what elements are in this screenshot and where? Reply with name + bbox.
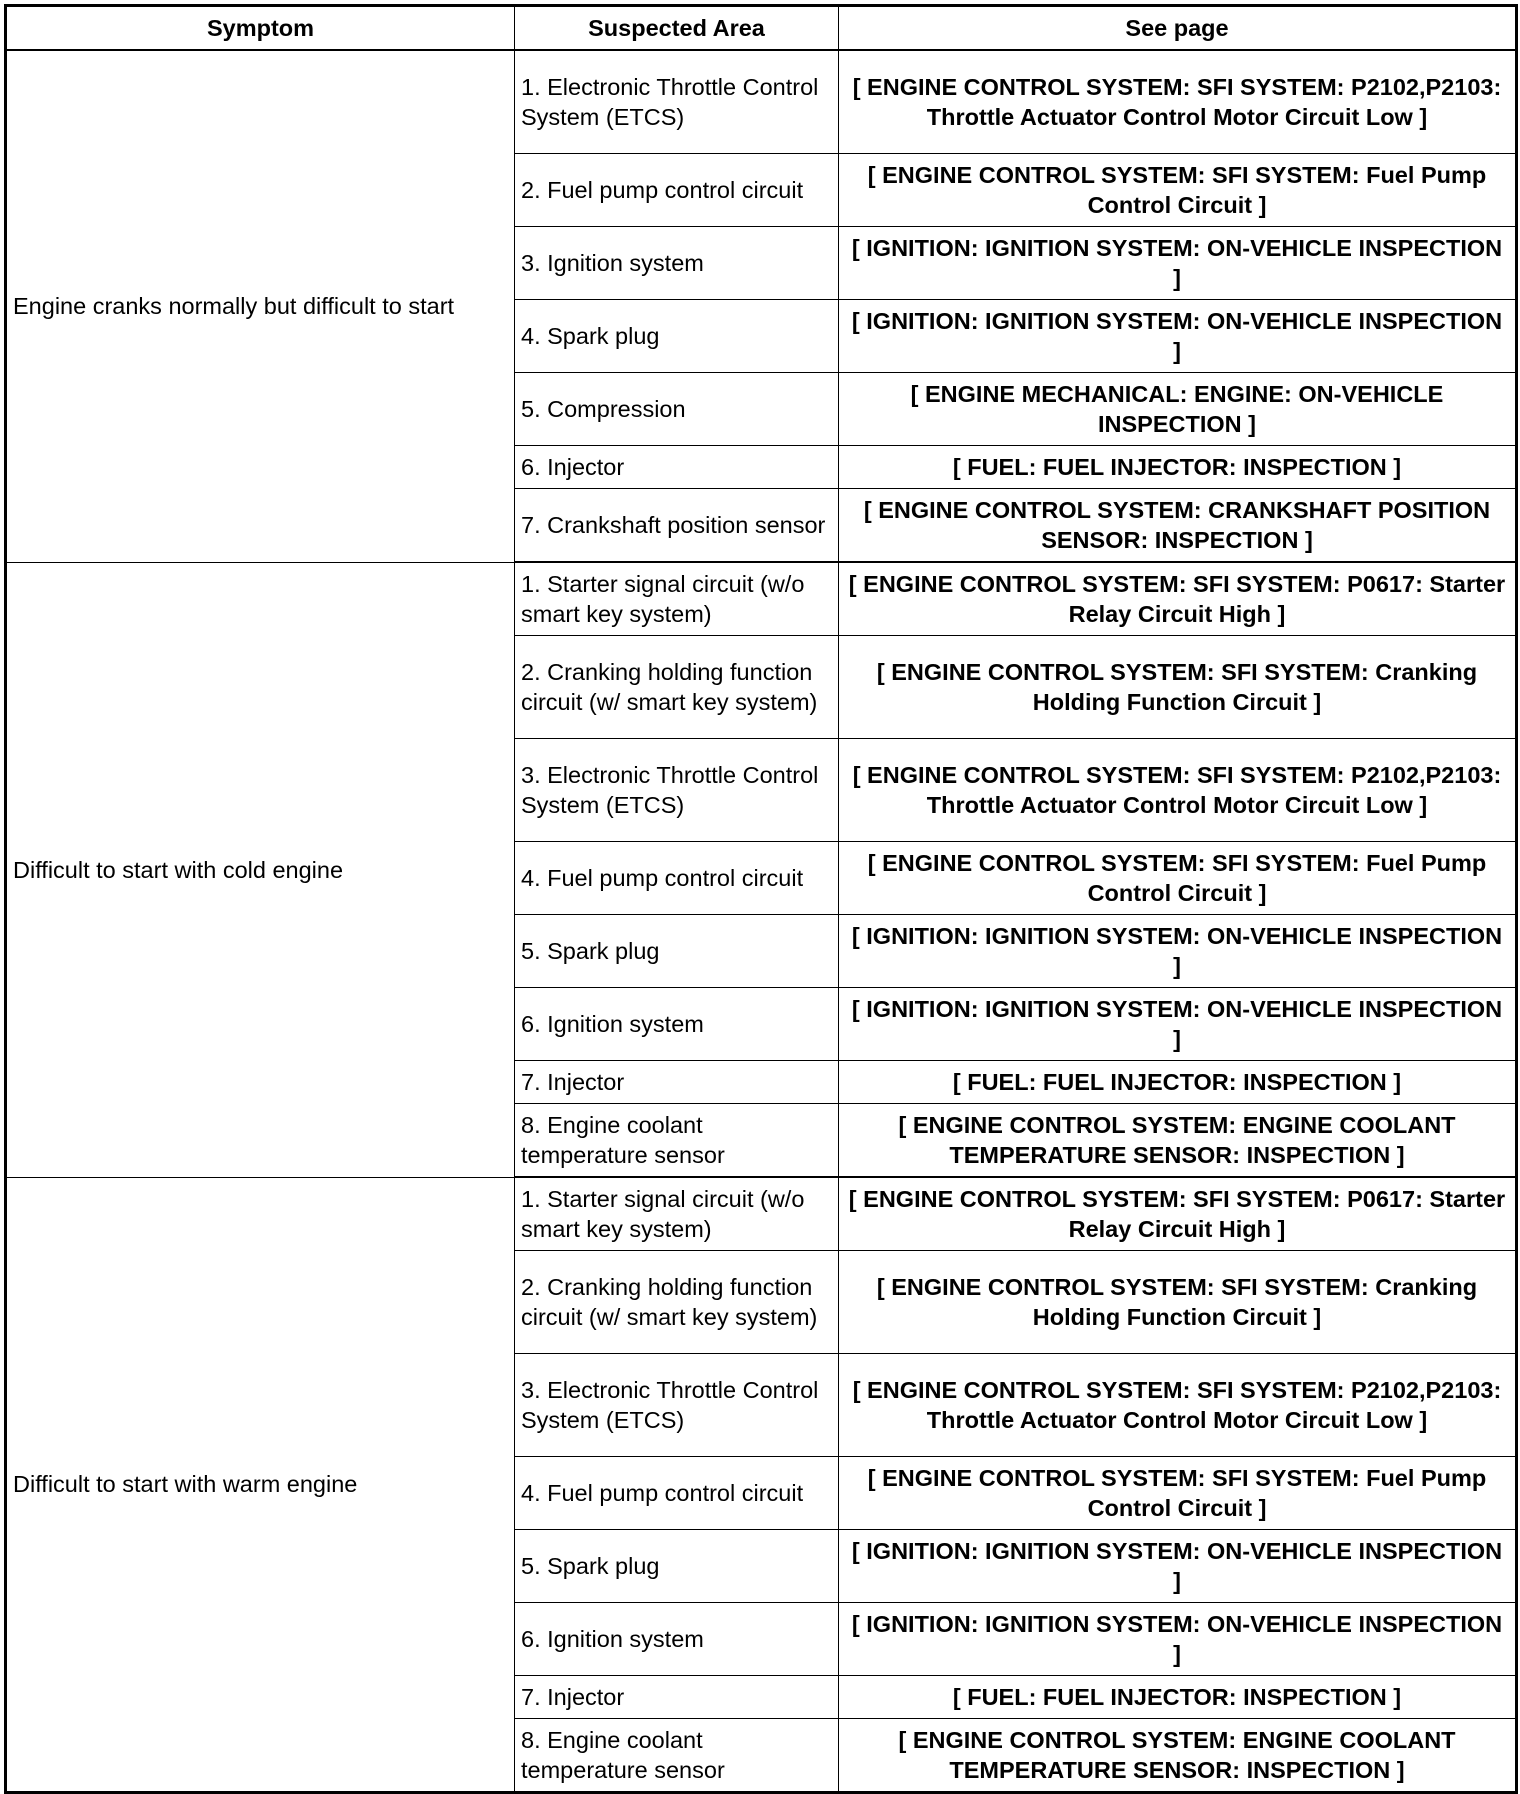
suspected-area-cell: 8. Engine coolant temperature sensor — [515, 1104, 839, 1178]
suspected-area-cell: 6. Injector — [515, 446, 839, 489]
see-page-link[interactable]: [ IGNITION: IGNITION SYSTEM: ON-VEHICLE INSPECTION ] — [839, 988, 1517, 1061]
see-page-link[interactable]: [ IGNITION: IGNITION SYSTEM: ON-VEHICLE INSPECTION ] — [839, 300, 1517, 373]
suspected-area-cell: 4. Fuel pump control circuit — [515, 842, 839, 915]
see-page-link[interactable]: [ FUEL: FUEL INJECTOR: INSPECTION ] — [839, 1676, 1517, 1719]
see-page-link[interactable]: [ ENGINE CONTROL SYSTEM: SFI SYSTEM: P0617: Starter Relay Circuit High ] — [839, 562, 1517, 636]
suspected-area-cell: 5. Spark plug — [515, 915, 839, 988]
suspected-area-cell: 1. Starter signal circuit (w/o smart key system) — [515, 1177, 839, 1251]
see-page-link[interactable]: [ FUEL: FUEL INJECTOR: INSPECTION ] — [839, 446, 1517, 489]
suspected-area-cell: 1. Electronic Throttle Control System (ETCS) — [515, 50, 839, 154]
see-page-link[interactable]: [ ENGINE CONTROL SYSTEM: SFI SYSTEM: P2102,P2103: Throttle Actuator Control Motor Circuit Low ] — [839, 50, 1517, 154]
see-page-link[interactable]: [ ENGINE CONTROL SYSTEM: CRANKSHAFT POSITION SENSOR: INSPECTION ] — [839, 489, 1517, 563]
symptom-cell: Engine cranks normally but difficult to start — [6, 50, 515, 562]
suspected-area-cell: 2. Cranking holding function circuit (w/ smart key system) — [515, 1251, 839, 1354]
suspected-area-cell: 5. Spark plug — [515, 1530, 839, 1603]
suspected-area-cell: 4. Spark plug — [515, 300, 839, 373]
suspected-area-cell: 7. Injector — [515, 1676, 839, 1719]
symptom-cell: Difficult to start with cold engine — [6, 562, 515, 1177]
see-page-link[interactable]: [ ENGINE MECHANICAL: ENGINE: ON-VEHICLE INSPECTION ] — [839, 373, 1517, 446]
header-symptom: Symptom — [6, 6, 515, 51]
header-see-page: See page — [839, 6, 1517, 51]
symptom-cell: Difficult to start with warm engine — [6, 1177, 515, 1793]
suspected-area-cell: 3. Electronic Throttle Control System (ETCS) — [515, 739, 839, 842]
see-page-link[interactable]: [ ENGINE CONTROL SYSTEM: SFI SYSTEM: P0617: Starter Relay Circuit High ] — [839, 1177, 1517, 1251]
header-suspected-area: Suspected Area — [515, 6, 839, 51]
suspected-area-cell: 5. Compression — [515, 373, 839, 446]
table-row — [6, 562, 1517, 636]
suspected-area-cell: 6. Ignition system — [515, 1603, 839, 1676]
table-row — [6, 1177, 1517, 1251]
see-page-link[interactable]: [ ENGINE CONTROL SYSTEM: SFI SYSTEM: Cranking Holding Function Circuit ] — [839, 1251, 1517, 1354]
see-page-link[interactable]: [ FUEL: FUEL INJECTOR: INSPECTION ] — [839, 1061, 1517, 1104]
see-page-link[interactable]: [ ENGINE CONTROL SYSTEM: SFI SYSTEM: P2102,P2103: Throttle Actuator Control Motor Circuit Low ] — [839, 1354, 1517, 1457]
suspected-area-cell: 2. Fuel pump control circuit — [515, 154, 839, 227]
suspected-area-cell: 6. Ignition system — [515, 988, 839, 1061]
suspected-area-cell: 8. Engine coolant temperature sensor — [515, 1719, 839, 1793]
see-page-link[interactable]: [ ENGINE CONTROL SYSTEM: SFI SYSTEM: Fuel Pump Control Circuit ] — [839, 1457, 1517, 1530]
see-page-link[interactable]: [ ENGINE CONTROL SYSTEM: ENGINE COOLANT TEMPERATURE SENSOR: INSPECTION ] — [839, 1104, 1517, 1178]
suspected-area-cell: 7. Injector — [515, 1061, 839, 1104]
see-page-link[interactable]: [ IGNITION: IGNITION SYSTEM: ON-VEHICLE INSPECTION ] — [839, 227, 1517, 300]
see-page-link[interactable]: [ ENGINE CONTROL SYSTEM: ENGINE COOLANT TEMPERATURE SENSOR: INSPECTION ] — [839, 1719, 1517, 1793]
troubleshooting-table-container — [4, 4, 1515, 1794]
suspected-area-cell: 3. Ignition system — [515, 227, 839, 300]
header-row — [6, 6, 1517, 51]
see-page-link[interactable]: [ IGNITION: IGNITION SYSTEM: ON-VEHICLE INSPECTION ] — [839, 1603, 1517, 1676]
see-page-link[interactable]: [ IGNITION: IGNITION SYSTEM: ON-VEHICLE INSPECTION ] — [839, 915, 1517, 988]
suspected-area-cell: 4. Fuel pump control circuit — [515, 1457, 839, 1530]
suspected-area-cell: 1. Starter signal circuit (w/o smart key system) — [515, 562, 839, 636]
see-page-link[interactable]: [ ENGINE CONTROL SYSTEM: SFI SYSTEM: P2102,P2103: Throttle Actuator Control Motor Circuit Low ] — [839, 739, 1517, 842]
see-page-link[interactable]: [ ENGINE CONTROL SYSTEM: SFI SYSTEM: Fuel Pump Control Circuit ] — [839, 154, 1517, 227]
suspected-area-cell: 2. Cranking holding function circuit (w/ smart key system) — [515, 636, 839, 739]
suspected-area-cell: 3. Electronic Throttle Control System (ETCS) — [515, 1354, 839, 1457]
see-page-link[interactable]: [ ENGINE CONTROL SYSTEM: SFI SYSTEM: Fuel Pump Control Circuit ] — [839, 842, 1517, 915]
suspected-area-cell: 7. Crankshaft position sensor — [515, 489, 839, 563]
symptom-table — [4, 4, 1518, 1794]
table-row — [6, 50, 1517, 154]
see-page-link[interactable]: [ IGNITION: IGNITION SYSTEM: ON-VEHICLE INSPECTION ] — [839, 1530, 1517, 1603]
see-page-link[interactable]: [ ENGINE CONTROL SYSTEM: SFI SYSTEM: Cranking Holding Function Circuit ] — [839, 636, 1517, 739]
